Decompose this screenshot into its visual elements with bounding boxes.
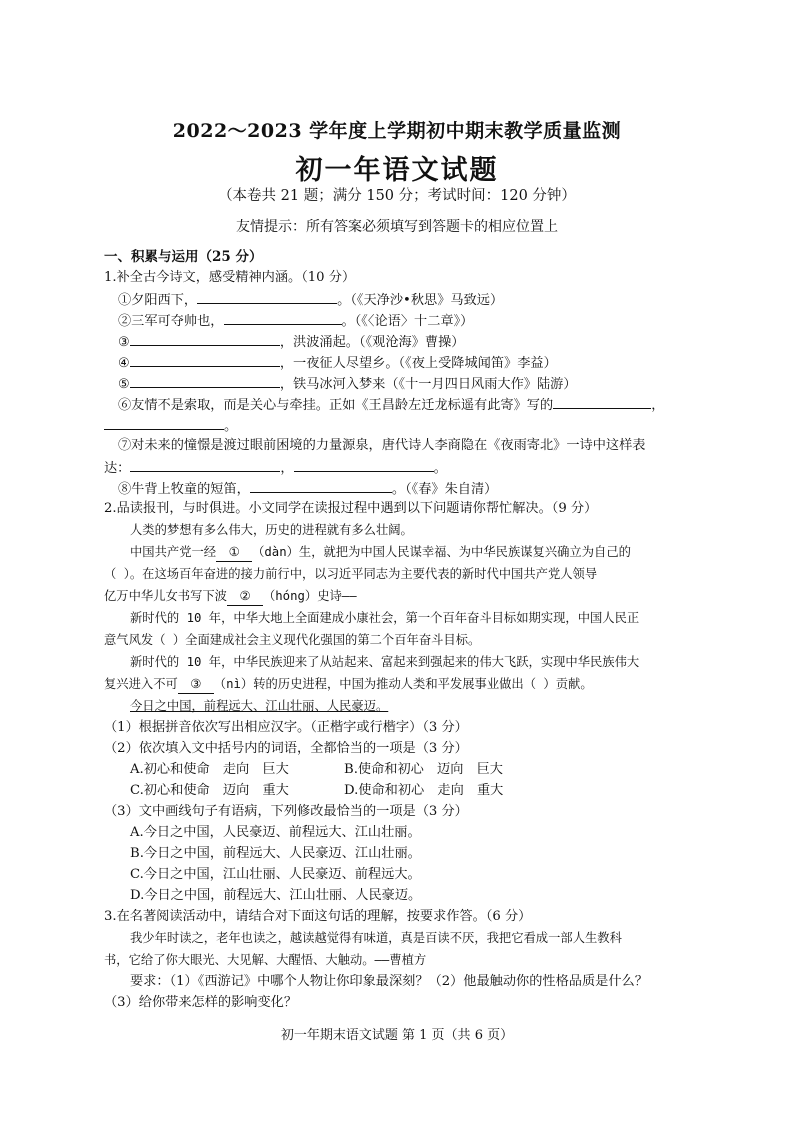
q2-passage-line: 中国共产党一经 ① （dàn）生，就把为中国人民谋幸福、为中华民族谋复兴确立为自己的 bbox=[130, 543, 631, 562]
q2-passage-line: 人类的梦想有多么伟大，历史的进程就有多么壮阔。 bbox=[130, 523, 413, 537]
q2-sub-2-option-a: A.初心和使命 走向 巨大 bbox=[130, 762, 289, 777]
answer-blank bbox=[553, 395, 651, 409]
answer-blank bbox=[130, 332, 280, 346]
q2-sub-2-option-b: B.使命和初心 迈向 巨大 bbox=[344, 762, 503, 777]
q1-item-2: ②三军可夺帅也， 。（《〈论语〉十二章》） bbox=[118, 311, 473, 331]
answer-blank bbox=[130, 374, 280, 388]
exam-subtitle: 初一年语文试题 bbox=[295, 155, 499, 186]
q1-item-1: ①夕阳西下， 。（《天净沙•秋思》马致远） bbox=[118, 290, 503, 310]
q3-stem: 3.在名著阅读活动中，请结合对下面这句话的理解，按要求作答。（6 分） bbox=[104, 909, 532, 924]
q2-passage-line: （ ）。在这场百年奋进的接力前行中，以习近平同志为主要代表的新时代中国共产党人领导 bbox=[104, 567, 598, 581]
q2-sub-3-option-a: A.今日之中国，人民豪迈、前程远大、江山壮丽。 bbox=[130, 825, 421, 840]
exam-title: 2022～2023 学年度上学期初中期末教学质量监测 bbox=[172, 120, 622, 142]
q2-sub-2-option-d: D.使命和初心 走向 重大 bbox=[344, 783, 504, 798]
underlined-sentence: 今日之中国，前程远大、江山壮丽、人民豪迈。 bbox=[130, 699, 389, 713]
answer-blank bbox=[250, 479, 392, 493]
q2-sub-3: （3）文中画线句子有语病，下列修改最恰当的一项是（3 分） bbox=[104, 804, 468, 819]
q2-sub-3-option-c: C.今日之中国，江山壮丽、人民豪迈、前程远大。 bbox=[130, 867, 421, 882]
q2-passage-line: 亿万中华儿女书写下波 ② （hóng）史诗—— bbox=[104, 587, 357, 606]
q1-item-7: ⑦对未来的憧憬是渡过眼前困境的力量源泉，唐代诗人李商隐在《夜雨寄北》一诗中这样表 bbox=[118, 438, 646, 453]
blank-1: ① bbox=[216, 543, 252, 562]
q2-passage-line: 复兴进入不可 ③ （nì）转的历史进程，中国为推动人类和平发展事业做出（ ）贡献。 bbox=[104, 675, 593, 694]
blank-3: ③ bbox=[178, 675, 214, 694]
q1-item-3: ③ ，洪波涌起。（《观沧海》曹操） bbox=[118, 332, 464, 352]
q3-requirement-cont: （3）给你带来怎样的影响变化？ bbox=[104, 995, 298, 1010]
q2-passage-line: 意气风发（ ）全面建成社会主义现代化强国的第二个百年奋斗目标。 bbox=[104, 633, 481, 647]
page-footer: 初一年期末语文试题 第 1 页（共 6 页） bbox=[280, 1028, 514, 1043]
q2-sub-2-option-c: C.初心和使命 迈向 重大 bbox=[130, 783, 289, 798]
q1-item-4: ④ ，一夜征人尽望乡。（《夜上受降城闻笛》李益） bbox=[118, 353, 557, 373]
section-heading: 一、积累与运用（25 分） bbox=[104, 249, 263, 265]
q1-item-8: ⑧牛背上牧童的短笛， 。（《春》朱自清） bbox=[118, 479, 497, 499]
q2-passage-line: 新时代的 10 年，中华大地上全面建成小康社会，第一个百年奋斗目标如期实现，中国人民正 bbox=[130, 611, 640, 625]
q3-quote-line: 我少年时读之，老年也读之，越读越觉得有味道，真是百读不厌，我把它看成一部人生教科 bbox=[130, 931, 622, 945]
q1-item-7-cont: 达： ， 。 bbox=[104, 458, 447, 478]
q3-quote-line: 书，它给了你大眼光、大见解、大醒悟、大触动。——曹植方 bbox=[104, 953, 427, 967]
q2-sub-1: （1）根据拼音依次写出相应汉字。（正楷字或行楷字）（3 分） bbox=[104, 720, 468, 735]
q3-requirement: 要求：（1）《西游记》中哪个人物让你印象最深刻？（2）他最触动你的性格品质是什么？ bbox=[130, 974, 648, 989]
answer-blank bbox=[197, 290, 337, 304]
exam-info: （本卷共 21 题；满分 150 分；考试时间：120 分钟） bbox=[218, 188, 576, 204]
answer-blank bbox=[130, 458, 280, 472]
q1-item-6: ⑥友情不是索取，而是关心与牵挂。正如《王昌龄左迁龙标遥有此寄》写的 ， bbox=[118, 395, 664, 415]
q1-item-5: ⑤ ，铁马冰河入梦来（《十一月四日风雨大作》陆游） bbox=[118, 374, 577, 394]
q2-passage-line: 新时代的 10 年，中华民族迎来了从站起来、富起来到强起来的伟大飞跃，实现中华民族伟大 bbox=[130, 655, 640, 669]
answer-blank bbox=[104, 416, 224, 430]
q1-item-6-cont: 。 bbox=[104, 416, 237, 436]
answer-blank bbox=[294, 458, 434, 472]
q2-stem: 2.品读报刊，与时俱进。小文同学在读报过程中遇到以下问题请你帮忙解决。（9 分） bbox=[104, 501, 598, 516]
blank-2: ② bbox=[227, 587, 263, 606]
q2-sub-3-option-d: D.今日之中国，前程远大、江山壮丽、人民豪迈。 bbox=[130, 888, 422, 903]
answer-blank bbox=[130, 353, 280, 367]
q2-sub-3-option-b: B.今日之中国，前程远大、人民豪迈、江山壮丽。 bbox=[130, 846, 421, 861]
q2-sub-2: （2）依次填入文中括号内的词语，全都恰当的一项是（3 分） bbox=[104, 741, 468, 756]
q1-stem: 1.补全古今诗文，感受精神内涵。（10 分） bbox=[104, 270, 356, 285]
answer-blank bbox=[224, 311, 342, 325]
friendly-tip: 友情提示：所有答案必须填写到答题卡的相应位置上 bbox=[236, 219, 558, 235]
